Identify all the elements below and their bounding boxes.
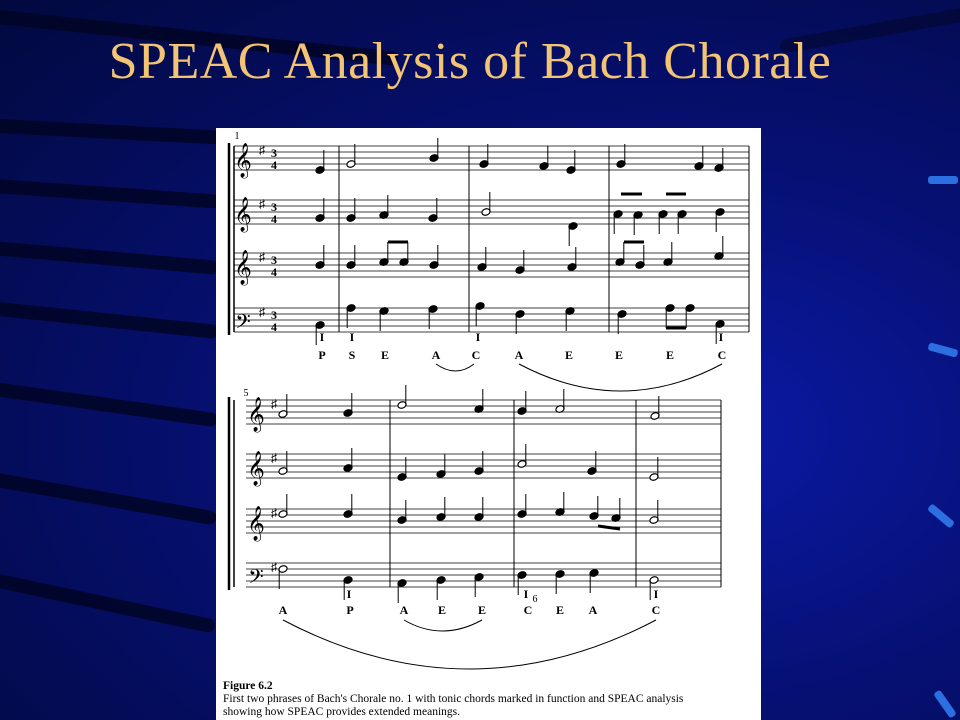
function-label: I [349, 330, 355, 344]
function-label: I [475, 330, 481, 344]
inversion-figure: 6 [532, 594, 538, 605]
speac-label: E [564, 348, 574, 362]
function-label: I [346, 587, 352, 601]
key-signature-sharp: ♯ [271, 560, 277, 574]
speac-label: E [380, 348, 390, 362]
phrase-arc [436, 364, 474, 371]
music-score [216, 128, 761, 720]
bg-dash [933, 689, 957, 718]
treble-clef: 𝄞 [234, 198, 252, 231]
bg-streak [0, 380, 219, 427]
score-figure [216, 128, 761, 720]
bg-streak [0, 240, 220, 275]
treble-clef: 𝄞 [234, 144, 252, 177]
bg-streak [0, 300, 219, 339]
slide-title: SPEAC Analysis of Bach Chorale [108, 33, 832, 90]
time-sig-top: 3 [271, 253, 277, 267]
measure-number-1: 1 [234, 131, 240, 142]
speac-label: E [555, 603, 565, 617]
measure-number-5: 5 [243, 388, 249, 399]
caption-line-1: First two phrases of Bach's Chorale no. 1 with tonic chords marked in function and SPEAC analysis [223, 693, 684, 705]
speac-label: C [651, 603, 661, 617]
speac-label: E [437, 603, 447, 617]
time-sig-bottom: 4 [271, 212, 277, 226]
key-signature-sharp: ♯ [271, 451, 277, 465]
key-signature-sharp: ♯ [259, 305, 265, 319]
speac-label: E [614, 348, 624, 362]
treble-clef: 𝄞 [247, 398, 265, 431]
bass-clef: 𝄢 [248, 567, 264, 593]
bg-streak [0, 178, 220, 209]
time-sig-top: 3 [271, 200, 277, 214]
key-signature-sharp: ♯ [259, 143, 265, 157]
time-sig-bottom: 4 [271, 320, 277, 334]
treble-clef: 𝄞 [247, 452, 265, 485]
bg-streak [0, 570, 216, 634]
function-label: I [523, 587, 529, 601]
speac-label: C [471, 348, 481, 362]
speac-label: C [523, 603, 533, 617]
speac-label: P [318, 348, 326, 362]
bg-streak [0, 470, 218, 525]
bass-clef: 𝄢 [235, 312, 251, 338]
time-sig-bottom: 4 [271, 265, 277, 279]
speac-label: A [514, 348, 524, 362]
phrase-arc [519, 364, 722, 391]
beam [598, 526, 620, 529]
figure-caption [223, 680, 758, 719]
time-sig-top: 3 [271, 308, 277, 322]
phrase-arc [283, 620, 656, 669]
speac-label: E [477, 603, 487, 617]
key-signature-sharp: ♯ [259, 197, 265, 211]
speac-label: A [431, 348, 441, 362]
figure-label: Figure 6.2 [223, 680, 273, 692]
function-label: I [718, 330, 724, 344]
phrase-arc [404, 620, 482, 631]
key-signature-sharp: ♯ [259, 250, 265, 264]
time-sig-top: 3 [271, 146, 277, 160]
function-label: I [319, 330, 325, 344]
bg-dash [927, 503, 955, 528]
treble-clef: 𝄞 [247, 507, 265, 540]
key-signature-sharp: ♯ [271, 397, 277, 411]
speac-label: A [399, 603, 409, 617]
time-sig-bottom: 4 [271, 158, 277, 172]
speac-label: A [278, 603, 288, 617]
speac-label: E [665, 348, 675, 362]
speac-label: S [348, 348, 356, 362]
treble-clef: 𝄞 [234, 251, 252, 284]
bg-streak [0, 118, 220, 145]
speac-label: A [588, 603, 598, 617]
speac-label: P [346, 603, 354, 617]
bg-dash [928, 176, 958, 184]
function-label: I [653, 587, 659, 601]
bg-dash [927, 342, 958, 357]
caption-line-2: showing how SPEAC provides extended meanings. [223, 706, 461, 718]
key-signature-sharp: ♯ [271, 506, 277, 520]
speac-label: C [717, 348, 727, 362]
